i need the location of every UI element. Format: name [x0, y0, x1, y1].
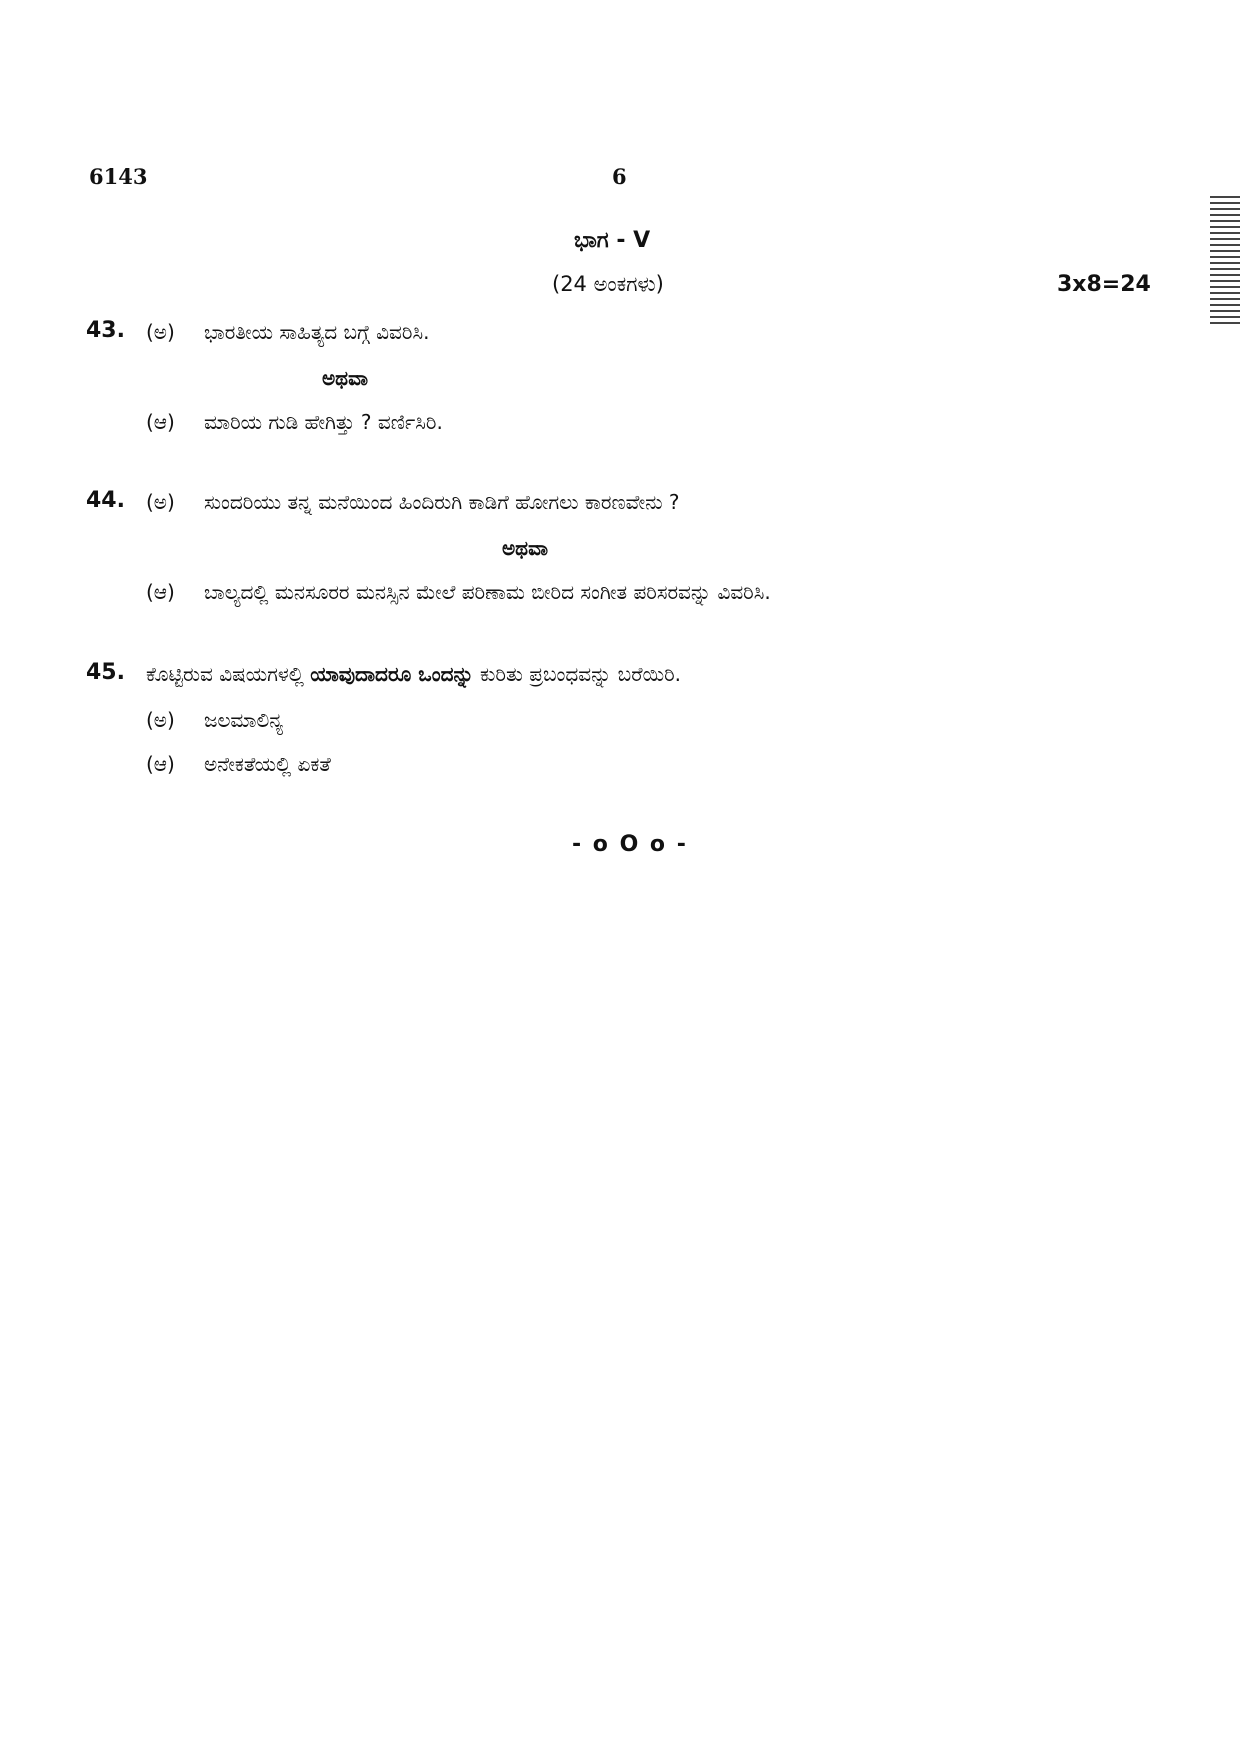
- option-label: (ಅ): [146, 490, 175, 514]
- question-intro-part: ಕೊಟ್ಟಿರುವ ವಿಷಯಗಳಲ್ಲಿ: [146, 662, 311, 686]
- margin-barcode-marks: [1210, 196, 1240, 328]
- essay-topic: ಜಲಮಾಲಿನ್ಯ: [204, 708, 284, 732]
- question-number: 44.: [86, 488, 125, 513]
- option-label: (ಅ): [146, 320, 175, 344]
- section-title: ಭಾಗ - V: [574, 228, 651, 253]
- question-text: ಬಾಲ್ಯದಲ್ಲಿ ಮನಸೂರರ ಮನಸ್ಸಿನ ಮೇಲೆ ಪರಿಣಾಮ ಬೀರಿದ ಸಂಗೀತ ಪರಿಸರವನ್ನು ವಿವರಿಸಿ.: [204, 580, 771, 604]
- option-label: (ಅ): [146, 708, 175, 732]
- question-text: ಮಾರಿಯ ಗುಡಿ ಹೇಗಿತ್ತು ? ವರ್ಣಿಸಿರಿ.: [204, 410, 443, 434]
- page-number: 6: [612, 164, 627, 189]
- question-intro-emphasis: ಯಾವುದಾದರೂ ಒಂದನ್ನು: [310, 662, 474, 686]
- option-label: (ಆ): [146, 410, 175, 434]
- question-number: 43.: [86, 318, 125, 343]
- question-intro-part: ಕುರಿತು ಪ್ರಬಂಧವನ್ನು ಬರೆಯಿರಿ.: [473, 662, 681, 686]
- option-label: (ಆ): [146, 752, 175, 776]
- or-label: ಅಥವಾ: [322, 366, 368, 390]
- question-text: [146, 662, 681, 686]
- paper-code: 6143: [89, 164, 148, 189]
- option-label: (ಆ): [146, 580, 175, 604]
- question-text: ಭಾರತೀಯ ಸಾಹಿತ್ಯದ ಬಗ್ಗೆ ವಿವರಿಸಿ.: [204, 320, 430, 344]
- or-label: ಅಥವಾ: [502, 536, 548, 560]
- section-marks: (24 ಅಂಕಗಳು): [552, 272, 664, 296]
- question-number: 45.: [86, 660, 125, 685]
- end-of-paper-mark: - o O o -: [572, 832, 688, 857]
- question-text: ಸುಂದರಿಯು ತನ್ನ ಮನೆಯಿಂದ ಹಿಂದಿರುಗಿ ಕಾಡಿಗೆ ಹೋಗಲು ಕಾರಣವೇನು ?: [204, 490, 680, 514]
- essay-topic: ಅನೇಕತೆಯಲ್ಲಿ ಏಕತೆ: [204, 752, 331, 776]
- marks-formula: 3x8=24: [1057, 272, 1151, 297]
